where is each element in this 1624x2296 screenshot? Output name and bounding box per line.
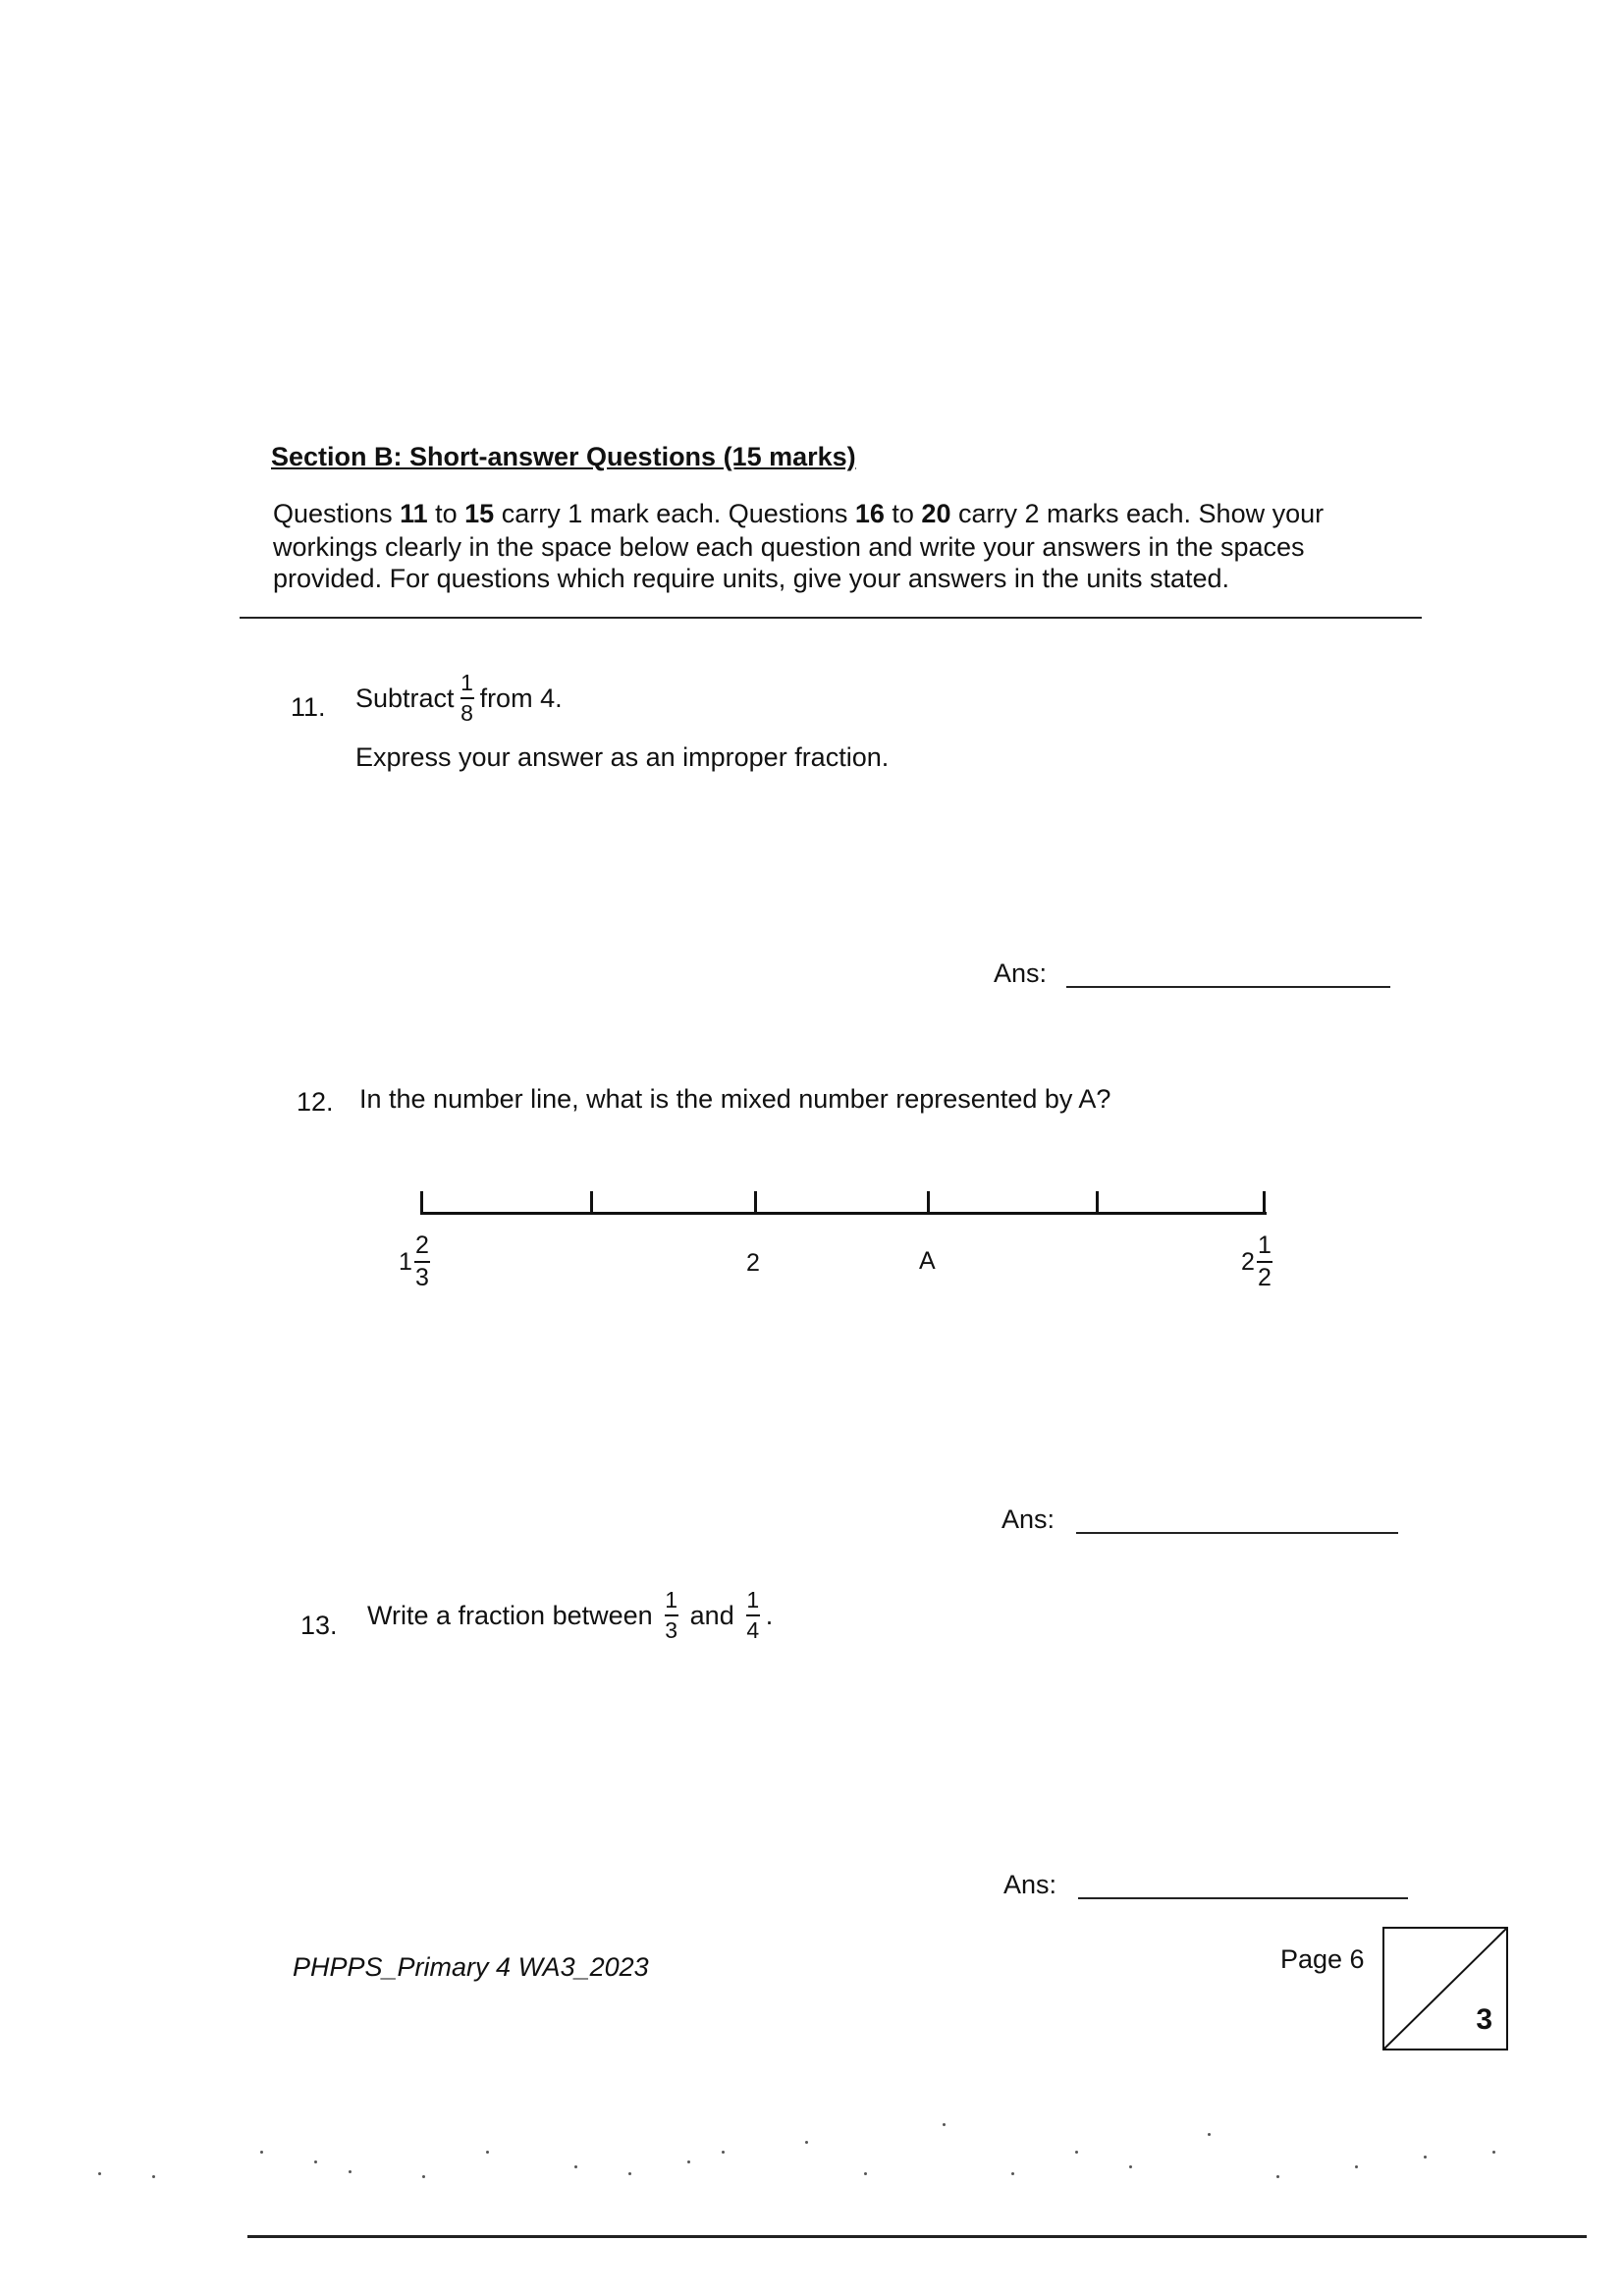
q13-text: Write a fraction between bbox=[367, 1600, 653, 1630]
instr-q-end: 15 bbox=[464, 499, 495, 528]
q11-answer-line[interactable] bbox=[1066, 986, 1390, 988]
section-divider bbox=[240, 617, 1422, 619]
fraction-denominator: 8 bbox=[460, 700, 473, 726]
mixed-whole: 1 bbox=[399, 1247, 412, 1276]
section-title: Section B: Short-answer Questions (15 marks) bbox=[271, 442, 856, 471]
score-value: 3 bbox=[1476, 2003, 1492, 2036]
mixed-whole: 2 bbox=[1241, 1247, 1255, 1276]
fraction-bar bbox=[414, 1261, 430, 1263]
q12-number: 12. bbox=[297, 1087, 334, 1117]
instructions-line-2: workings clearly in the space below each question and write your answers in the spaces bbox=[273, 532, 1305, 562]
q13-fraction-2 bbox=[746, 1589, 760, 1642]
q13-prompt bbox=[367, 1589, 773, 1642]
number-line-tick bbox=[590, 1191, 593, 1214]
page-number: Page 6 bbox=[1280, 1944, 1365, 1974]
q12-answer-line[interactable] bbox=[1076, 1532, 1398, 1534]
fraction-denominator: 3 bbox=[414, 1264, 429, 1291]
q11-number: 11. bbox=[291, 692, 326, 722]
instructions-line-3: provided. For questions which require units, give your answers in the units stated. bbox=[273, 564, 1230, 593]
instr-text: carry 1 mark each. Questions bbox=[494, 499, 855, 528]
q11-ans-label: Ans: bbox=[994, 958, 1048, 988]
instr-q-start-2: 16 bbox=[854, 499, 885, 528]
number-line-base bbox=[420, 1212, 1267, 1215]
fraction-numerator: 1 bbox=[665, 1587, 678, 1613]
instr-text: carry 2 marks each. Show your bbox=[950, 499, 1325, 528]
q11-text: from 4. bbox=[479, 683, 563, 713]
page-bottom-rule bbox=[247, 2235, 1587, 2238]
q11-instruction: Express your answer as an improper fraction. bbox=[355, 742, 890, 772]
number-line-end-label bbox=[1241, 1233, 1272, 1290]
number-line-tick bbox=[420, 1191, 423, 1214]
instructions-line-1 bbox=[273, 499, 1324, 529]
q13-fraction-1 bbox=[665, 1589, 678, 1642]
paper-code: PHPPS_Primary 4 WA3_2023 bbox=[293, 1952, 649, 1982]
q13-ans-label: Ans: bbox=[1003, 1870, 1057, 1899]
number-line-tick bbox=[1263, 1191, 1266, 1214]
number-line-tick bbox=[927, 1191, 930, 1214]
number-line-point-a-label: A bbox=[919, 1247, 936, 1275]
fraction-bar bbox=[746, 1614, 760, 1616]
q12-prompt: In the number line, what is the mixed number represented by A? bbox=[359, 1084, 1111, 1114]
number-line-tick bbox=[1096, 1191, 1099, 1214]
fraction-bar bbox=[460, 697, 474, 699]
score-box bbox=[1382, 1927, 1508, 2050]
fraction-denominator: 3 bbox=[665, 1617, 678, 1643]
fraction-denominator: 4 bbox=[746, 1617, 760, 1643]
fraction-numerator: 1 bbox=[1257, 1231, 1272, 1259]
number-line-start-label bbox=[399, 1233, 430, 1290]
fraction-bar bbox=[1257, 1261, 1272, 1263]
fraction-bar bbox=[665, 1614, 678, 1616]
instr-text: to bbox=[884, 499, 922, 528]
q12-ans-label: Ans: bbox=[1001, 1504, 1056, 1534]
number-line-tick bbox=[754, 1191, 757, 1214]
q13-text: and bbox=[689, 1600, 734, 1630]
instr-text: Questions bbox=[273, 499, 401, 528]
fraction-denominator: 2 bbox=[1257, 1264, 1272, 1291]
instr-q-end-2: 20 bbox=[921, 499, 951, 528]
q11-prompt bbox=[355, 672, 563, 725]
q11-fraction bbox=[460, 672, 474, 725]
fraction-numerator: 1 bbox=[746, 1587, 760, 1613]
fraction-numerator: 2 bbox=[414, 1231, 429, 1259]
q11-text: Subtract bbox=[355, 683, 455, 713]
q13-text: . bbox=[765, 1600, 774, 1630]
number-line-mid-label: 2 bbox=[746, 1249, 760, 1277]
instr-q-start: 11 bbox=[400, 499, 428, 528]
fraction-numerator: 1 bbox=[460, 670, 473, 695]
q13-answer-line[interactable] bbox=[1078, 1897, 1408, 1899]
q13-number: 13. bbox=[300, 1611, 338, 1640]
instr-text: to bbox=[427, 499, 465, 528]
